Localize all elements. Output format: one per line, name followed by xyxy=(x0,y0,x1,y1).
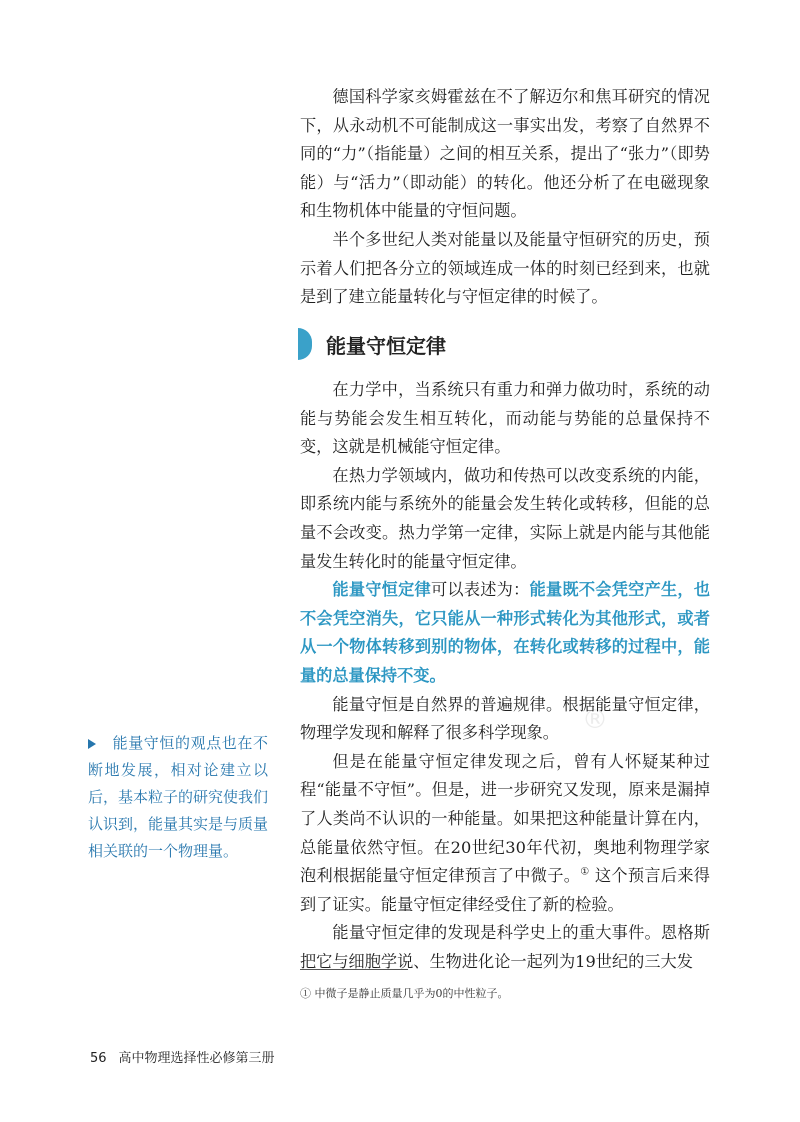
paragraph: 在热力学领域内，做功和传热可以改变系统的内能，即系统内能与系统外的能量会发生转化或转移，但能的总量不会改变。热力学第一定律，实际上就是内能与其他能量发生转化时的能量守恒定律。 xyxy=(300,465,710,571)
watermark-registered: ® xyxy=(582,705,608,735)
side-note xyxy=(88,730,268,865)
paragraph: 德国科学家亥姆霍兹在不了解迈尔和焦耳研究的情况下，从永动机不可能制成这一事实出发，考察了自然界不同的“力”（指能量）之间的相互关系，提出了“张力”（即势能）与“活力”（即动能）的转化。他还分析了在电磁现象和生物机体中能量的守恒问题。 xyxy=(300,87,710,221)
paragraph: 半个多世纪人类对能量以及能量守恒研究的历史，预示着人们把各分立的领域连成一体的时刻已经到来，也就是到了建立能量转化与守恒定律的时候了。 xyxy=(300,229,710,307)
main-text-body xyxy=(300,376,710,976)
main-text-top xyxy=(300,83,710,312)
book-title: 高中物理选择性必修第三册 xyxy=(118,1051,275,1066)
paragraph xyxy=(300,748,710,920)
triangle-bullet-icon xyxy=(88,739,96,749)
paragraph-part: 这个预言后来得到了证实。能量守恒定律经受住了新的检验。 xyxy=(300,866,710,914)
page-footer xyxy=(90,1047,275,1066)
law-text: 能量既不会凭空产生，也不会凭空消失，它只能从一种形式转化为其他形式，或者从一个物体转移到别的物体，在转化或转移的过程中，能量的总量保持不变。 xyxy=(300,580,711,685)
section-heading xyxy=(298,327,446,361)
footnote-divider xyxy=(300,969,408,970)
paragraph: 能量守恒定律的发现是科学史上的重大事件。恩格斯把它与细胞学说、生物进化论一起列为19世纪的三大发 xyxy=(300,923,710,971)
paragraph: 在力学中，当系统只有重力和弹力做功时，系统的动能与势能会发生相互转化，而动能与势能的总量保持不变，这就是机械能守恒定律。 xyxy=(300,380,710,457)
law-connector: 可以表述为： xyxy=(430,580,530,600)
paragraph: 能量守恒是自然界的普遍规律。根据能量守恒定律，物理学发现和解释了很多科学现象。 xyxy=(300,694,710,743)
side-note-text: 能量守恒的观点也在不断地发展，相对论建立以后，基本粒子的研究使我们认识到，能量其实是与质量相关联的一个物理量。 xyxy=(88,734,269,860)
law-statement xyxy=(300,576,710,690)
section-title: 能量守恒定律 xyxy=(326,333,446,358)
section-marker-icon xyxy=(298,328,312,360)
paragraph-part: 但是在能量守恒定律发现之后，曾有人怀疑某种过程“能量不守恒”。但是，进一步研究又发现，原来是漏掉了人类尚不认识的一种能量。如果把这种能量计算在内，总能量依然守恒。在20世纪30年代初，奥地利物理学家泡利根据能量守恒定律预言了中微子。 xyxy=(300,751,710,886)
footnote: ① 中微子是静止质量几乎为0的中性粒子。 xyxy=(300,987,509,1000)
law-term: 能量守恒定律 xyxy=(332,580,431,600)
page-number: 56 xyxy=(90,1051,107,1066)
footnote-reference[interactable]: ① xyxy=(580,866,590,878)
